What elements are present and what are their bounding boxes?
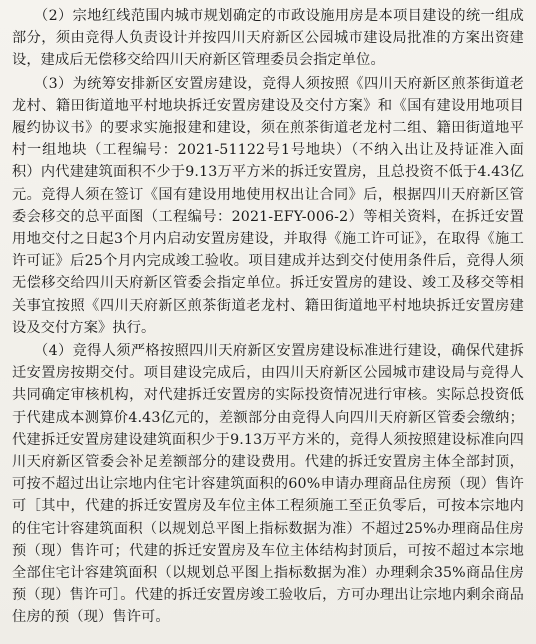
paragraph-3-index: （3）: [41, 75, 73, 92]
paragraph-4: [12, 340, 524, 629]
paragraph-4-index: （4）: [41, 343, 73, 360]
paragraph-4-text: 竞得人须严格按照四川天府新区安置房建设标准进行建设，确保代建拆迁安置房按期交付。项目建设完成后，由四川天府新区公园城市建设局与竞得人共同确定审核机构，对代建拆迁安置房的实际投资情况进行审核。实际总投资低于代建成本测算价4.43亿元的，差额部分由竞得人向四川天府新区管委会缴纳；代建拆迁安置房建设建筑面积少于9.13万平方米的，竞得人须按照建设标准向四川天府新区管委会补足差额部分的建设费用。代建的拆迁安置房主体全部封顶，可按不超过出让宗地内住宅计容建筑面积的60%申请办理商品住房预（现）售许可［其中，代建的拆迁安置房及车位主体工程须施工至正负零后，可按本宗地内的住宅计容建筑面积（以规划总平图上指标数据为准）不超过25%办理商品住房预（现）售许可；代建的拆迁安置房及车位主体结构封顶后，可按不超过本宗地全部住宅计容建筑面积（以规划总平图上指标数据为准）办理剩余35%商品住房预（现）售许可］。代建的拆迁安置房竣工验收后，方可办理出让宗地内剩余商品住房的预（现）售许可。: [12, 343, 524, 626]
paragraph-3-text: 为统筹安排新区安置房建设，竞得人须按照《四川天府新区煎茶街道老龙村、籍田街道地平村地块拆迁安置房建设及交付方案》和《国有建设用地项目履约协议书》的要求实施报建和建设，须在煎茶街道老龙村二组、籍田街道地平村一组地块（工程编号：2021-51122号1号地块）（不纳入出让及持证准入面积）内代建建筑面积不少于9.13万平方米的拆迁安置房，且总投资不低于4.43亿元。竞得人须在签订《国有建设用地使用权出让合同》后，根据四川天府新区管委会移交的总平面图（工程编号：2021-EFY-006-2）等相关资料，在拆迁安置用地交付之日起3个月内启动安置房建设，并取得《施工许可证》，在取得《施工许可证》后25个月内完成竣工验收。项目建成并达到交付使用条件后，竞得人须无偿移交给四川天府新区管委会指定单位。拆迁安置房的建设、竣工及移交等相关事宜按照《四川天府新区煎茶街道老龙村、籍田街道地平村地块拆迁安置房建设及交付方案》执行。: [12, 75, 524, 336]
paragraph-3: [12, 73, 524, 339]
paragraph-2-text: 宗地红线范围内城市规划确定的市政设施用房是本项目建设的统一组成部分，须由竞得人负责设计并按四川天府新区公园城市建设局批准的方案出资建设，建成后无偿移交给四川天府新区管理委员会指定单位。: [12, 8, 524, 69]
paragraph-2: [12, 5, 524, 72]
paragraph-2-index: （2）: [41, 8, 73, 24]
